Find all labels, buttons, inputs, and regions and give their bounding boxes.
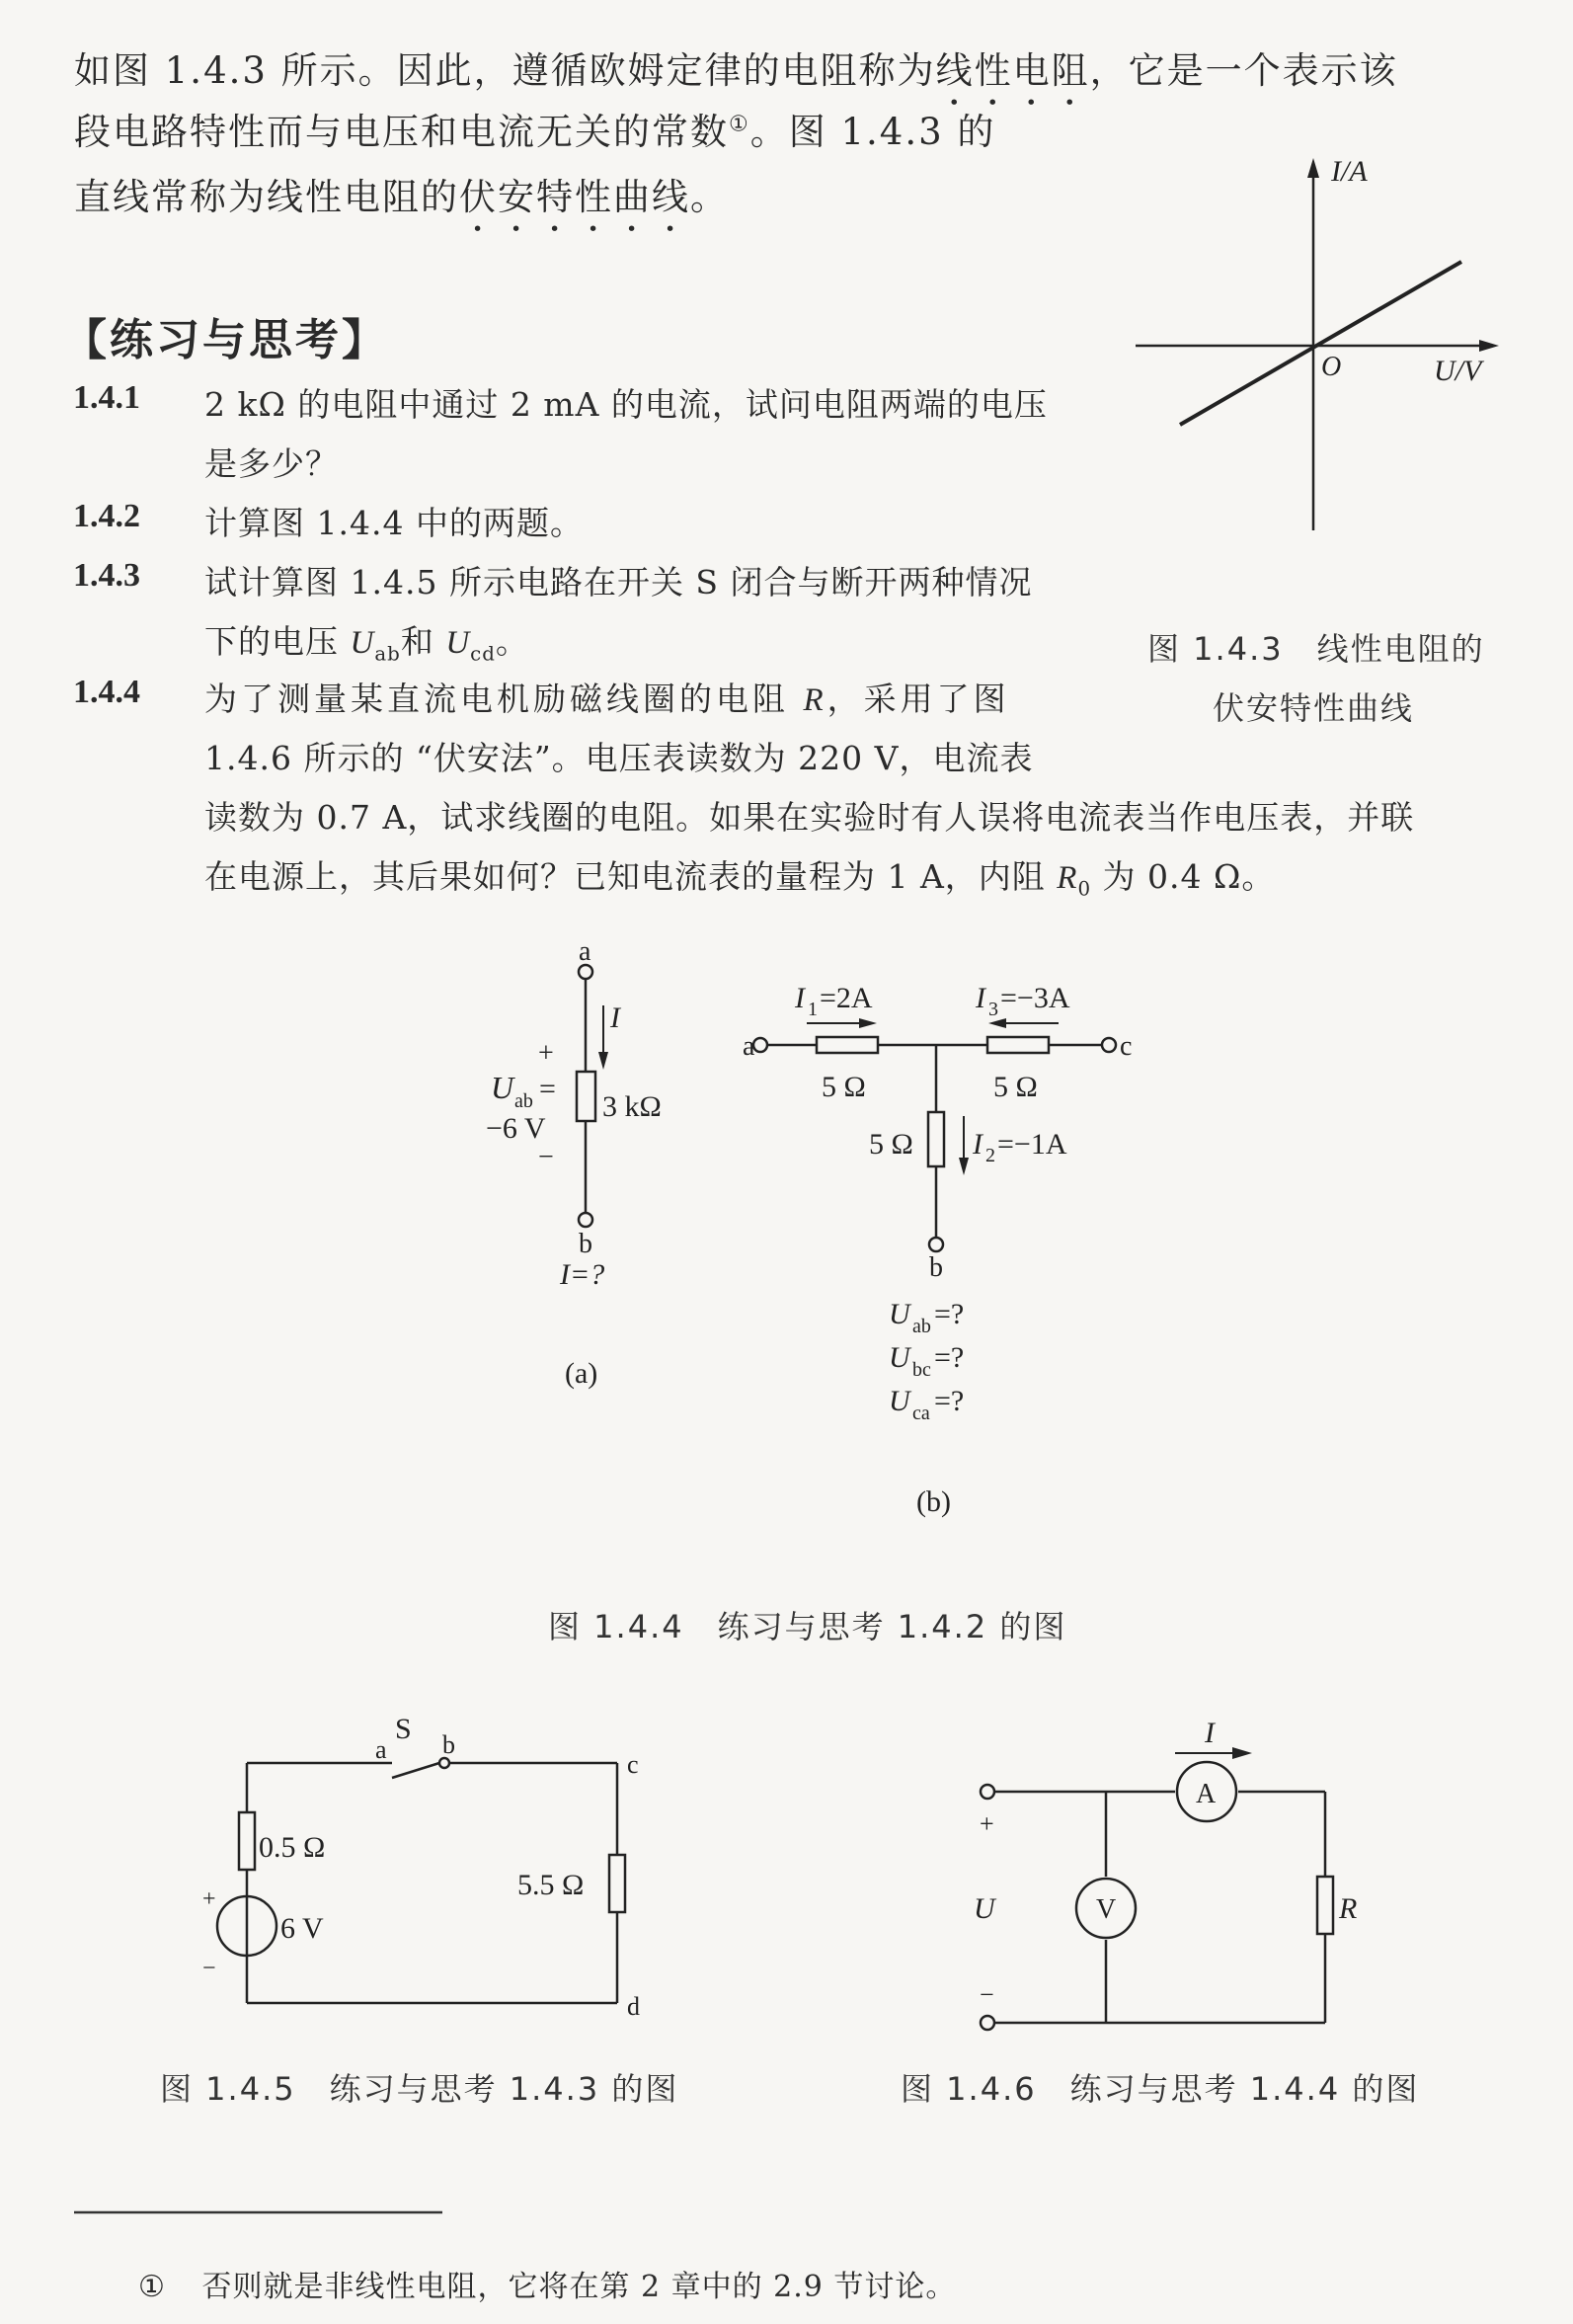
voltage-subscript: ab <box>514 1090 533 1112</box>
i2-value: =−1A <box>997 1128 1067 1161</box>
minus-sign: − <box>202 1956 216 1981</box>
question-1-4-1-line-2: 是多少？ <box>204 444 339 483</box>
origin-label: O <box>1321 352 1342 382</box>
terminal-plus <box>981 1785 994 1799</box>
var-u: U <box>350 625 375 661</box>
q-ubc-subscript: bc <box>912 1359 931 1381</box>
resistor-value: 3 kΩ <box>602 1090 662 1123</box>
q-uab-subscript: ab <box>912 1316 931 1337</box>
resistor-load <box>609 1855 625 1912</box>
fig-1-4-3-caption-line-2: 伏安特性曲线 <box>1213 689 1415 727</box>
q-ubc-u: U <box>889 1341 910 1374</box>
voltmeter-label: V <box>1096 1894 1117 1925</box>
resistor-3k <box>577 1072 595 1121</box>
voltage-eq: = <box>539 1073 556 1105</box>
i2-subscript: 2 <box>985 1145 995 1166</box>
terminal-b <box>929 1238 943 1251</box>
question-1-4-4-line-2: 1.4.6 所示的 “伏安法”。电压表读数为 220 V，电流表 <box>204 739 1034 777</box>
fig-1-4-6-circuit <box>981 1747 1333 2030</box>
r-load-value: 5.5 Ω <box>517 1869 585 1901</box>
subfig-b-label: (b) <box>916 1485 951 1518</box>
r-internal-value: 0.5 Ω <box>259 1831 326 1864</box>
var-u: U <box>445 625 471 661</box>
current-label: I <box>1205 1717 1215 1749</box>
r-right-value: 5 Ω <box>993 1071 1038 1103</box>
i2-label: I <box>973 1128 983 1161</box>
q-uab-tail: =? <box>934 1298 965 1330</box>
question-number-1-4-1: 1.4.1 <box>73 379 140 416</box>
node-a-label: a <box>579 936 591 967</box>
emphasis-iv-curve: 伏安特性曲线 <box>459 176 690 218</box>
r-mid-value: 5 Ω <box>869 1128 913 1161</box>
minus-sign: − <box>980 1980 994 2009</box>
subfig-a-label: (a) <box>565 1357 598 1390</box>
node-d-label: d <box>627 1992 640 2021</box>
fig-1-4-3-caption-line-1: 图 1.4.3 线性电阻的 <box>1147 630 1485 668</box>
terminal-a <box>579 965 592 979</box>
question-1-4-1-line-1: 2 kΩ 的电阻中通过 2 mA 的电流，试问电阻两端的电压 <box>204 385 1048 424</box>
q-uca-u: U <box>889 1385 910 1417</box>
intro-text: 段电路特性而与电压和电流无关的常数 <box>74 111 729 153</box>
question-number-1-4-3: 1.4.3 <box>73 557 140 594</box>
i3-value: =−3A <box>1000 982 1070 1014</box>
emphasis-linear-resistor: 线性电阻 <box>935 49 1090 92</box>
y-axis-label: I/A <box>1331 155 1368 188</box>
i3-subscript: 3 <box>988 999 998 1020</box>
terminal-a <box>753 1038 767 1052</box>
node-b-label: b <box>442 1730 455 1759</box>
node-a-label: a <box>375 1735 387 1764</box>
terminal-b <box>579 1213 592 1227</box>
subscript: ab <box>374 642 401 666</box>
terminal-minus <box>981 2016 994 2030</box>
y-axis-arrow-icon <box>1307 158 1319 178</box>
q-uab-u: U <box>889 1298 910 1330</box>
question-1-4-2-line-1: 计算图 1.4.4 中的两题。 <box>204 504 584 542</box>
node-c-label: c <box>627 1750 639 1779</box>
text: 。 <box>495 622 529 661</box>
current-label: I <box>610 1002 620 1034</box>
node-b-label: b <box>929 1252 943 1283</box>
question-number-1-4-2: 1.4.2 <box>73 498 140 534</box>
i1-arrow-icon <box>859 1018 877 1028</box>
source-value: 6 V <box>280 1912 324 1945</box>
voltage-label: U <box>974 1892 995 1925</box>
intro-text: 如图 1.4.3 所示。因此，遵循欧姆定律的电阻称为 <box>74 49 936 92</box>
footnote <box>138 2262 956 2305</box>
text: 为 0.4 Ω。 <box>1091 857 1276 896</box>
plus-sign: + <box>980 1809 994 1838</box>
resistor-label: R <box>1339 1892 1358 1925</box>
text: ，采用了图 <box>826 680 1010 718</box>
intro-text: 。图 1.4.3 的 <box>749 111 996 153</box>
question-1-4-3-line-1: 试计算图 1.4.5 所示电路在开关 S 闭合与断开两种情况 <box>204 563 1033 601</box>
text: 在电源上，其后果如何？已知电流表的量程为 1 A，内阻 <box>204 857 1058 896</box>
fig-1-4-6-caption: 图 1.4.6 练习与思考 1.4.4 的图 <box>901 2070 1420 2108</box>
text: 下的电压 <box>204 622 351 661</box>
switch-blade <box>392 1763 439 1778</box>
current-arrow-icon <box>1232 1747 1252 1759</box>
plus-sign: + <box>202 1886 216 1912</box>
subscript: 0 <box>1077 877 1092 901</box>
resistor-left <box>817 1037 878 1053</box>
minus-sign: − <box>538 1142 554 1172</box>
x-axis-label: U/V <box>1434 355 1482 387</box>
resistor-middle <box>928 1112 944 1166</box>
intro-text: 。 <box>690 176 729 218</box>
resistor-right <box>987 1037 1049 1053</box>
fig-1-4-5-caption: 图 1.4.5 练习与思考 1.4.3 的图 <box>160 2070 679 2108</box>
r-left-value: 5 Ω <box>822 1071 866 1103</box>
question-number-1-4-4: 1.4.4 <box>73 674 140 710</box>
plus-sign: + <box>538 1038 554 1069</box>
text: 和 <box>400 622 446 661</box>
fig-1-4-4-caption: 图 1.4.4 练习与思考 1.4.2 的图 <box>548 1608 1067 1645</box>
node-b-label: b <box>579 1229 592 1259</box>
resistor-internal <box>239 1812 255 1870</box>
voltage-u: U <box>491 1070 514 1105</box>
section-header: 【练习与思考】 <box>63 315 388 365</box>
i2-arrow-icon <box>959 1158 969 1175</box>
i1-subscript: 1 <box>808 999 818 1020</box>
q-ubc-tail: =? <box>934 1341 965 1374</box>
q-uca-subscript: ca <box>912 1402 930 1424</box>
switch-pivot <box>439 1758 449 1768</box>
subscript: cd <box>470 642 496 666</box>
footnote-ref[interactable]: ① <box>729 112 750 137</box>
text: 为了测量某直流电机励磁线圈的电阻 <box>204 680 804 718</box>
switch-label: S <box>395 1713 412 1745</box>
i3-label: I <box>976 982 985 1014</box>
x-axis-arrow-icon <box>1479 340 1499 352</box>
current-arrow-icon <box>598 1052 608 1070</box>
question-1-4-4-line-3: 读数为 0.7 A，试求线圈的电阻。如果在实验时有人误将电流表当作电压表，并联 <box>204 798 1415 837</box>
var-r: R <box>803 682 827 718</box>
intro-text: 直线常称为线性电阻的 <box>74 176 459 218</box>
node-a-label: a <box>743 1031 755 1062</box>
resistor-r <box>1317 1877 1333 1934</box>
fig-1-4-3-graph <box>1136 158 1499 530</box>
footnote-mark: ① <box>138 2270 166 2304</box>
var-r: R <box>1057 860 1078 896</box>
footnote-text: 否则就是非线性电阻，它将在第 2 章中的 2.9 节讨论。 <box>201 2270 957 2304</box>
q-uca-tail: =? <box>934 1385 965 1417</box>
iv-line <box>1180 262 1461 425</box>
intro-text: ，它是一个表示该 <box>1089 49 1398 92</box>
node-c-label: c <box>1120 1031 1133 1062</box>
question-i: I=? <box>560 1258 605 1291</box>
i1-label: I <box>795 982 805 1014</box>
ammeter-label: A <box>1196 1779 1217 1809</box>
voltage-value: −6 V <box>486 1112 546 1145</box>
i1-value: =2A <box>820 982 873 1014</box>
terminal-c <box>1102 1038 1116 1052</box>
